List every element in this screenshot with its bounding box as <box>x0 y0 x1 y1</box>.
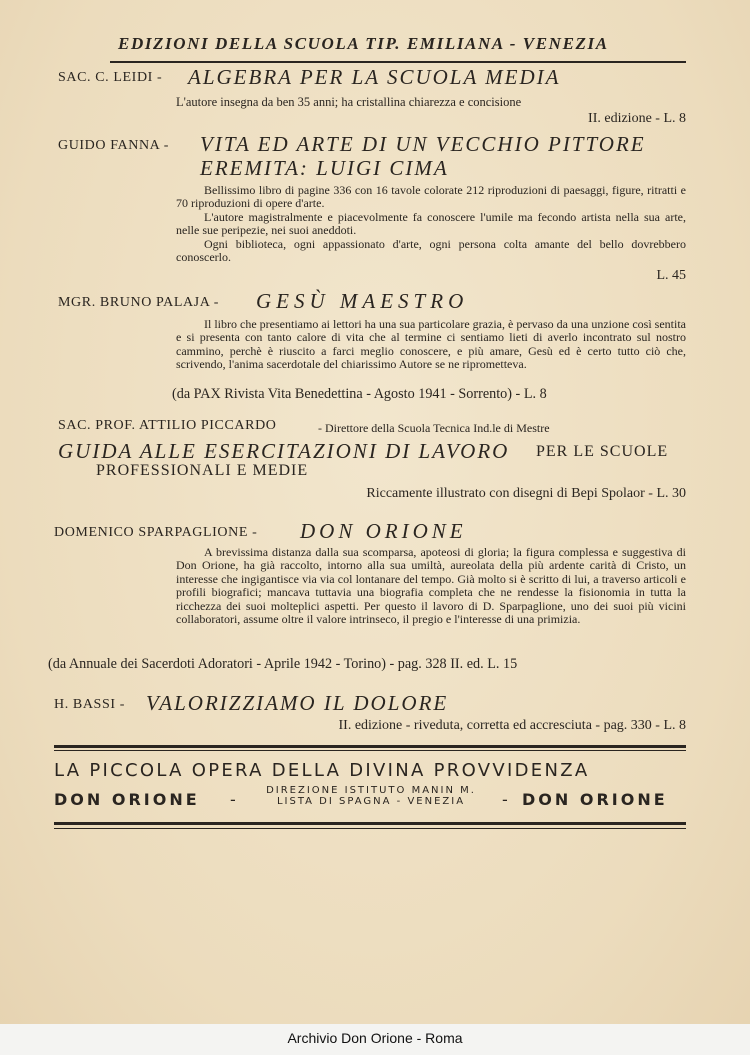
entry-source: (da Annuale dei Sacerdoti Adoratori - Aprile 1942 - Torino) - pag. 328 II. ed. L. 15 <box>48 656 518 672</box>
entry-description: L'autore insegna da ben 35 anni; ha cristallina chiarezza e concisione <box>176 95 522 109</box>
paragraph: L'autore magistralmente e piacevolmente fa conoscere l'umile ma fecondo artista nella sua arte, nelle sue peripezie, nei suoi aneddoti. <box>176 210 686 238</box>
entry-title-suffix: PER LE SCUOLE <box>536 443 669 460</box>
divider <box>54 822 686 825</box>
header-rule <box>110 61 686 63</box>
entry-title: VITA ED ARTE DI UN VECCHIO PITTORE <box>200 132 646 156</box>
publisher-don-orione-right: DON ORIONE <box>522 790 668 809</box>
entry-title-cont: EREMITA: LUIGI CIMA <box>200 156 449 180</box>
entry-description <box>176 211 686 238</box>
divider <box>54 745 686 748</box>
address-line: LISTA DI SPAGNA - VENEZIA <box>276 795 466 807</box>
entry-title: DON ORIONE <box>300 519 467 543</box>
publisher-header: EDIZIONI DELLA SCUOLA TIP. EMILIANA - VENEZIA <box>118 34 609 53</box>
entry-title: GESÙ MAESTRO <box>256 289 469 313</box>
separator: - <box>230 790 236 809</box>
entry-author: DOMENICO SPARPAGLIONE - <box>54 525 258 540</box>
entry-description <box>176 238 686 265</box>
archive-footer: Archivio Don Orione - Roma <box>287 1030 463 1046</box>
entry-source: (da PAX Rivista Vita Benedettina - Agosto 1941 - Sorrento) - L. 8 <box>172 386 547 402</box>
entry-description: II. edizione - riveduta, corretta ed accresciuta - pag. 330 - L. 8 <box>338 718 686 733</box>
entry-title: ALGEBRA PER LA SCUOLA MEDIA <box>188 65 561 89</box>
entry-description: Riccamente illustrato con disegni di Bepi Spolaor - L. 30 <box>366 486 686 501</box>
paragraph: Bellissimo libro di pagine 336 con 16 tavole colorate 212 riproduzioni di paesaggi, figure, ritratti e 70 riproduzioni di opere d'arte. <box>176 183 686 211</box>
entry-price: II. edizione - L. 8 <box>588 111 686 126</box>
publisher-address <box>246 786 496 807</box>
entry-description <box>176 184 686 211</box>
entry-author: GUIDO FANNA - <box>58 138 169 153</box>
entry-description <box>176 546 686 626</box>
entry-author-role: - Direttore della Scuola Tecnica Ind.le di Mestre <box>318 421 550 435</box>
paragraph: A brevissima distanza dalla sua scomparsa, apoteosi di gloria; la figura complessa e suggestiva di Don Orione, ha già raccolto, intorno alla sua umiltà, aureolata della più ardente carità di Cristo, un interesse che ingigantisce via via col lontanare del tempo. Già molto si è scritto di lui, a traverso articoli e profili biografici; mancava tuttavia una biografia completa che ne rendesse la fisionomia in tutta la ricchezza dei suoi molteplici aspetti. Per questo il lavoro di D. Sparpaglione, uno dei suoi più vicini collaboratori, assume oltre il valore intrinseco, il pregio e l'interesse di una primizia. <box>176 545 686 627</box>
publisher-don-orione-left: DON ORIONE <box>54 790 200 809</box>
publisher-name: LA PICCOLA OPERA DELLA DIVINA PROVVIDENZA <box>54 760 590 781</box>
entry-author: H. BASSI - <box>54 697 125 712</box>
entry-author: MGR. BRUNO PALAJA - <box>58 295 220 310</box>
entry-author: SAC. PROF. ATTILIO PICCARDO <box>58 418 277 433</box>
divider <box>54 828 686 829</box>
address-line: DIREZIONE ISTITUTO MANIN M. <box>266 785 476 796</box>
entry-title: VALORIZZIAMO IL DOLORE <box>146 691 449 715</box>
entry-description <box>176 318 686 372</box>
divider <box>54 750 686 751</box>
entry-title: GUIDA ALLE ESERCITAZIONI DI LAVORO <box>58 439 510 463</box>
separator: - <box>502 790 508 809</box>
paragraph: Ogni biblioteca, ogni appassionato d'arte, ogni persona colta amante del bello dovrebbero conoscerlo. <box>176 237 686 265</box>
paragraph: Il libro che presentiamo ai lettori ha una sua particolare grazia, è pervaso da una unzione così sentita e si presenta con tanto calore di vita che al termine ci sentiamo lieti di averlo incontrato sul nostro cammino, perchè è riuscito a farci meglio conoscere, e più amare, Gesù ed è certo tutto ciò che, scrivendo, l'anima sacerdotale del chiarissimo Autore se ne riprometteva. <box>176 317 686 372</box>
entry-author: SAC. C. LEIDI - <box>58 70 163 85</box>
entry-title-cont: PROFESSIONALI E MEDIE <box>96 462 309 479</box>
entry-price: L. 45 <box>656 268 686 283</box>
